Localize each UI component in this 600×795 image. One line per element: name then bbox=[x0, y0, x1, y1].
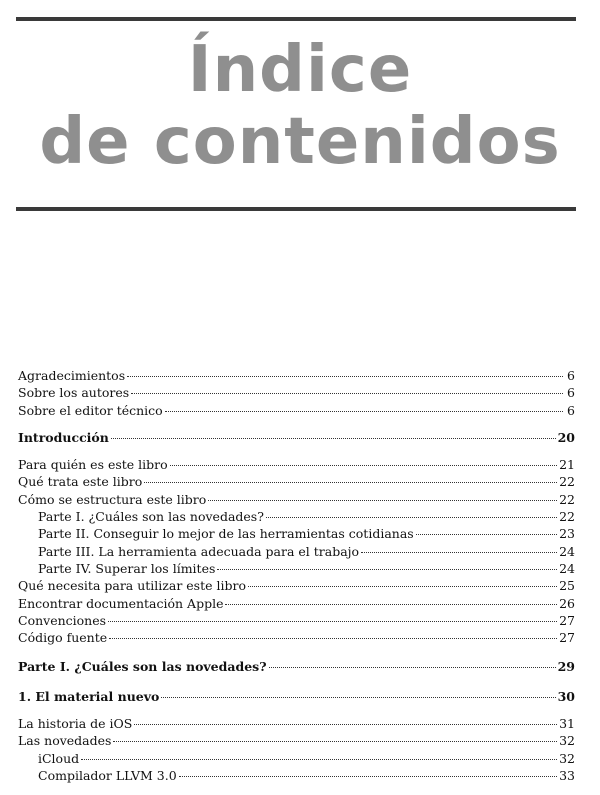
toc-subentry bbox=[18, 750, 575, 767]
toc-entry-label: Sobre el editor técnico bbox=[18, 402, 163, 418]
toc-leader-dots bbox=[266, 517, 557, 518]
toc-entry-page: 22 bbox=[559, 509, 575, 525]
toc-leader-dots bbox=[165, 411, 563, 412]
toc-leader-dots bbox=[113, 741, 557, 742]
toc-entry-page: 32 bbox=[559, 733, 575, 749]
toc-entry-label: Agradecimientos bbox=[18, 368, 126, 383]
toc-entry-page: 29 bbox=[557, 659, 575, 675]
toc-entry bbox=[18, 473, 575, 490]
toc-entry bbox=[18, 367, 575, 384]
toc-part-entry bbox=[18, 658, 575, 675]
toc-leader-dots bbox=[170, 465, 557, 466]
title-line-2: de contenidos bbox=[39, 105, 561, 179]
toc-leader-dots bbox=[144, 482, 557, 483]
toc-entry bbox=[18, 491, 575, 508]
toc-leader-dots bbox=[134, 724, 557, 725]
spacer bbox=[18, 446, 575, 456]
toc-entry-page: 27 bbox=[559, 612, 575, 628]
toc-entry bbox=[18, 384, 575, 401]
toc-entry-label: Cómo se estructura este libro bbox=[18, 491, 207, 507]
toc-entry-page: 33 bbox=[559, 767, 575, 783]
toc-entry-label: Parte III. La herramienta adecuada para el trabajo bbox=[38, 543, 360, 559]
toc-leader-dots bbox=[248, 586, 557, 587]
toc-subentry bbox=[18, 767, 575, 784]
toc-entry bbox=[18, 595, 575, 612]
toc-entry-label: Para quién es este libro bbox=[18, 457, 168, 473]
toc-subentry bbox=[18, 543, 575, 560]
toc-entry-page: 24 bbox=[559, 543, 575, 559]
toc-leader-dots bbox=[208, 500, 557, 501]
toc-entry-label: Código fuente bbox=[18, 630, 108, 646]
page-title bbox=[0, 34, 600, 178]
toc-entry-page: 22 bbox=[559, 491, 575, 507]
toc-leader-dots bbox=[217, 569, 557, 570]
table-of-contents bbox=[18, 367, 575, 784]
toc-chapter-entry bbox=[18, 429, 575, 446]
title-line-1: Índice bbox=[187, 33, 413, 107]
toc-entry bbox=[18, 612, 575, 629]
toc-leader-dots bbox=[127, 376, 563, 377]
toc-entry bbox=[18, 577, 575, 594]
toc-entry-page: 30 bbox=[557, 688, 575, 704]
toc-leader-dots bbox=[161, 697, 555, 698]
toc-subentry bbox=[18, 560, 575, 577]
toc-entry-page: 24 bbox=[559, 560, 575, 576]
spacer bbox=[18, 705, 575, 715]
toc-entry-label: Parte I. ¿Cuáles son las novedades? bbox=[18, 659, 267, 675]
toc-entry-label: Parte IV. Superar los límites bbox=[38, 560, 216, 576]
toc-entry-label: Sobre los autores bbox=[18, 385, 130, 401]
spacer bbox=[18, 419, 575, 429]
toc-entry-page: 26 bbox=[559, 595, 575, 611]
toc-entry-page: 6 bbox=[567, 385, 575, 401]
toc-entry-label: Encontrar documentación Apple bbox=[18, 595, 224, 611]
toc-entry-label: Parte I. ¿Cuáles son las novedades? bbox=[38, 509, 264, 525]
toc-subentry bbox=[18, 508, 575, 525]
toc-leader-dots bbox=[131, 393, 563, 394]
toc-entry-label: La historia de iOS bbox=[18, 716, 133, 732]
spacer bbox=[18, 676, 575, 688]
toc-leader-dots bbox=[108, 621, 557, 622]
toc-entry bbox=[18, 402, 575, 419]
bottom-rule bbox=[16, 207, 576, 211]
toc-entry-page: 6 bbox=[567, 402, 575, 418]
toc-entry-page: 31 bbox=[559, 716, 575, 732]
toc-entry bbox=[18, 715, 575, 732]
toc-entry-label: Compilador LLVM 3.0 bbox=[38, 767, 177, 783]
spacer bbox=[18, 646, 575, 658]
toc-entry-label: Parte II. Conseguir lo mejor de las herramientas cotidianas bbox=[38, 526, 414, 542]
toc-entry-label: iCloud bbox=[38, 750, 80, 766]
toc-leader-dots bbox=[109, 638, 557, 639]
toc-leader-dots bbox=[111, 438, 556, 439]
toc-entry-label: Las novedades bbox=[18, 733, 112, 749]
toc-subentry bbox=[18, 525, 575, 542]
toc-entry-page: 23 bbox=[559, 526, 575, 542]
toc-entry-page: 20 bbox=[557, 429, 575, 445]
toc-entry-label: Qué necesita para utilizar este libro bbox=[18, 578, 246, 594]
toc-entry-page: 6 bbox=[567, 368, 575, 383]
toc-chapter-entry bbox=[18, 688, 575, 705]
toc-leader-dots bbox=[416, 534, 557, 535]
toc-entry-page: 21 bbox=[559, 457, 575, 473]
toc-entry-page: 32 bbox=[559, 750, 575, 766]
toc-entry-label: Introducción bbox=[18, 429, 109, 445]
toc-leader-dots bbox=[225, 604, 557, 605]
toc-leader-dots bbox=[179, 776, 557, 777]
top-rule bbox=[16, 17, 576, 21]
toc-entry-label: Qué trata este libro bbox=[18, 474, 143, 490]
toc-entry bbox=[18, 456, 575, 473]
toc-entry-page: 27 bbox=[559, 630, 575, 646]
toc-leader-dots bbox=[361, 552, 557, 553]
toc-entry bbox=[18, 629, 575, 646]
toc-leader-dots bbox=[81, 759, 557, 760]
toc-entry bbox=[18, 732, 575, 749]
toc-entry-page: 22 bbox=[559, 474, 575, 490]
toc-leader-dots bbox=[269, 667, 556, 668]
toc-entry-label: 1. El material nuevo bbox=[18, 688, 160, 704]
toc-entry-page: 25 bbox=[559, 578, 575, 594]
toc-entry-label: Convenciones bbox=[18, 612, 107, 628]
